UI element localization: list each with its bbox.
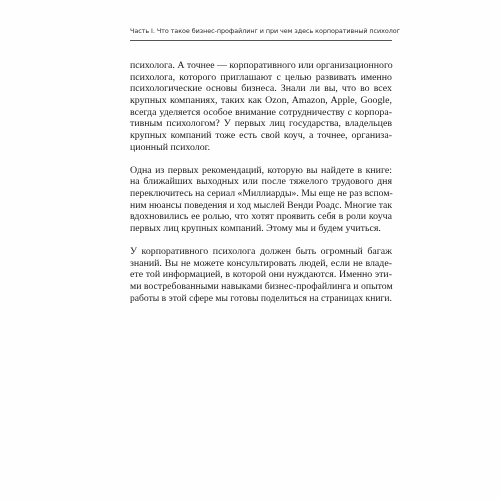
- text-line: знаний. Вы не можете консультировать людей, если не владе-: [130, 257, 392, 269]
- text-line: переключитесь на сериал «Миллиарды». Мы еще не раз вспом-: [130, 188, 393, 200]
- text-line: на ближайших выходных или после тяжелого трудового дня: [130, 176, 392, 188]
- text-line: психолога, которого приглашают с целью развивать именно: [130, 71, 392, 83]
- text-line: тивным психологом? У первых лиц государства, владельцев: [130, 118, 392, 130]
- paragraph-1: [130, 60, 392, 154]
- text-line: крупных компаний тоже есть свой коуч, а точнее, организа-: [130, 130, 392, 142]
- text-line: крупных компаниях, таких как Ozon, Amazon, Apple, Google,: [130, 95, 392, 107]
- text-line: психологические основы бизнеса. Знали ли вы, что во всех: [130, 83, 392, 95]
- text-line: работы в этой сфере мы готовы поделиться на страницах книги.: [130, 292, 392, 304]
- text-line: первых лиц крупных компаний. Этому мы и будем учиться.: [130, 223, 381, 235]
- text-line: У корпоративного психолога должен быть огромный багаж: [130, 246, 392, 257]
- text-line: психолога. А точнее — корпоративного или организационного: [130, 60, 393, 71]
- paragraph-2: [130, 165, 392, 235]
- text-line: ним нюансы поведения и ход мыслей Венди Роадс. Многие так: [130, 199, 393, 211]
- body-text: [130, 60, 392, 316]
- text-line: вдохновились ее ролью, что хотят проявить себя в роли коуча: [130, 211, 392, 223]
- running-head: Часть I. Что такое бизнес-профайлинг и при чем здесь корпоративный психолог: [130, 27, 400, 35]
- text-line: ми востребованными навыками бизнес-профайлинга и опытом: [130, 281, 393, 293]
- text-line: всегда уделяется особое внимание сотрудничеству с корпора-: [130, 106, 392, 118]
- paragraph-3: [130, 246, 392, 304]
- header-rule: [130, 40, 392, 41]
- text-line: ете той информацией, в которой они нуждаются. Именно эти-: [130, 269, 392, 281]
- text-line: Одна из первых рекомендаций, которую вы найдете в книге:: [130, 164, 392, 176]
- text-line: ционный психолог.: [130, 141, 211, 153]
